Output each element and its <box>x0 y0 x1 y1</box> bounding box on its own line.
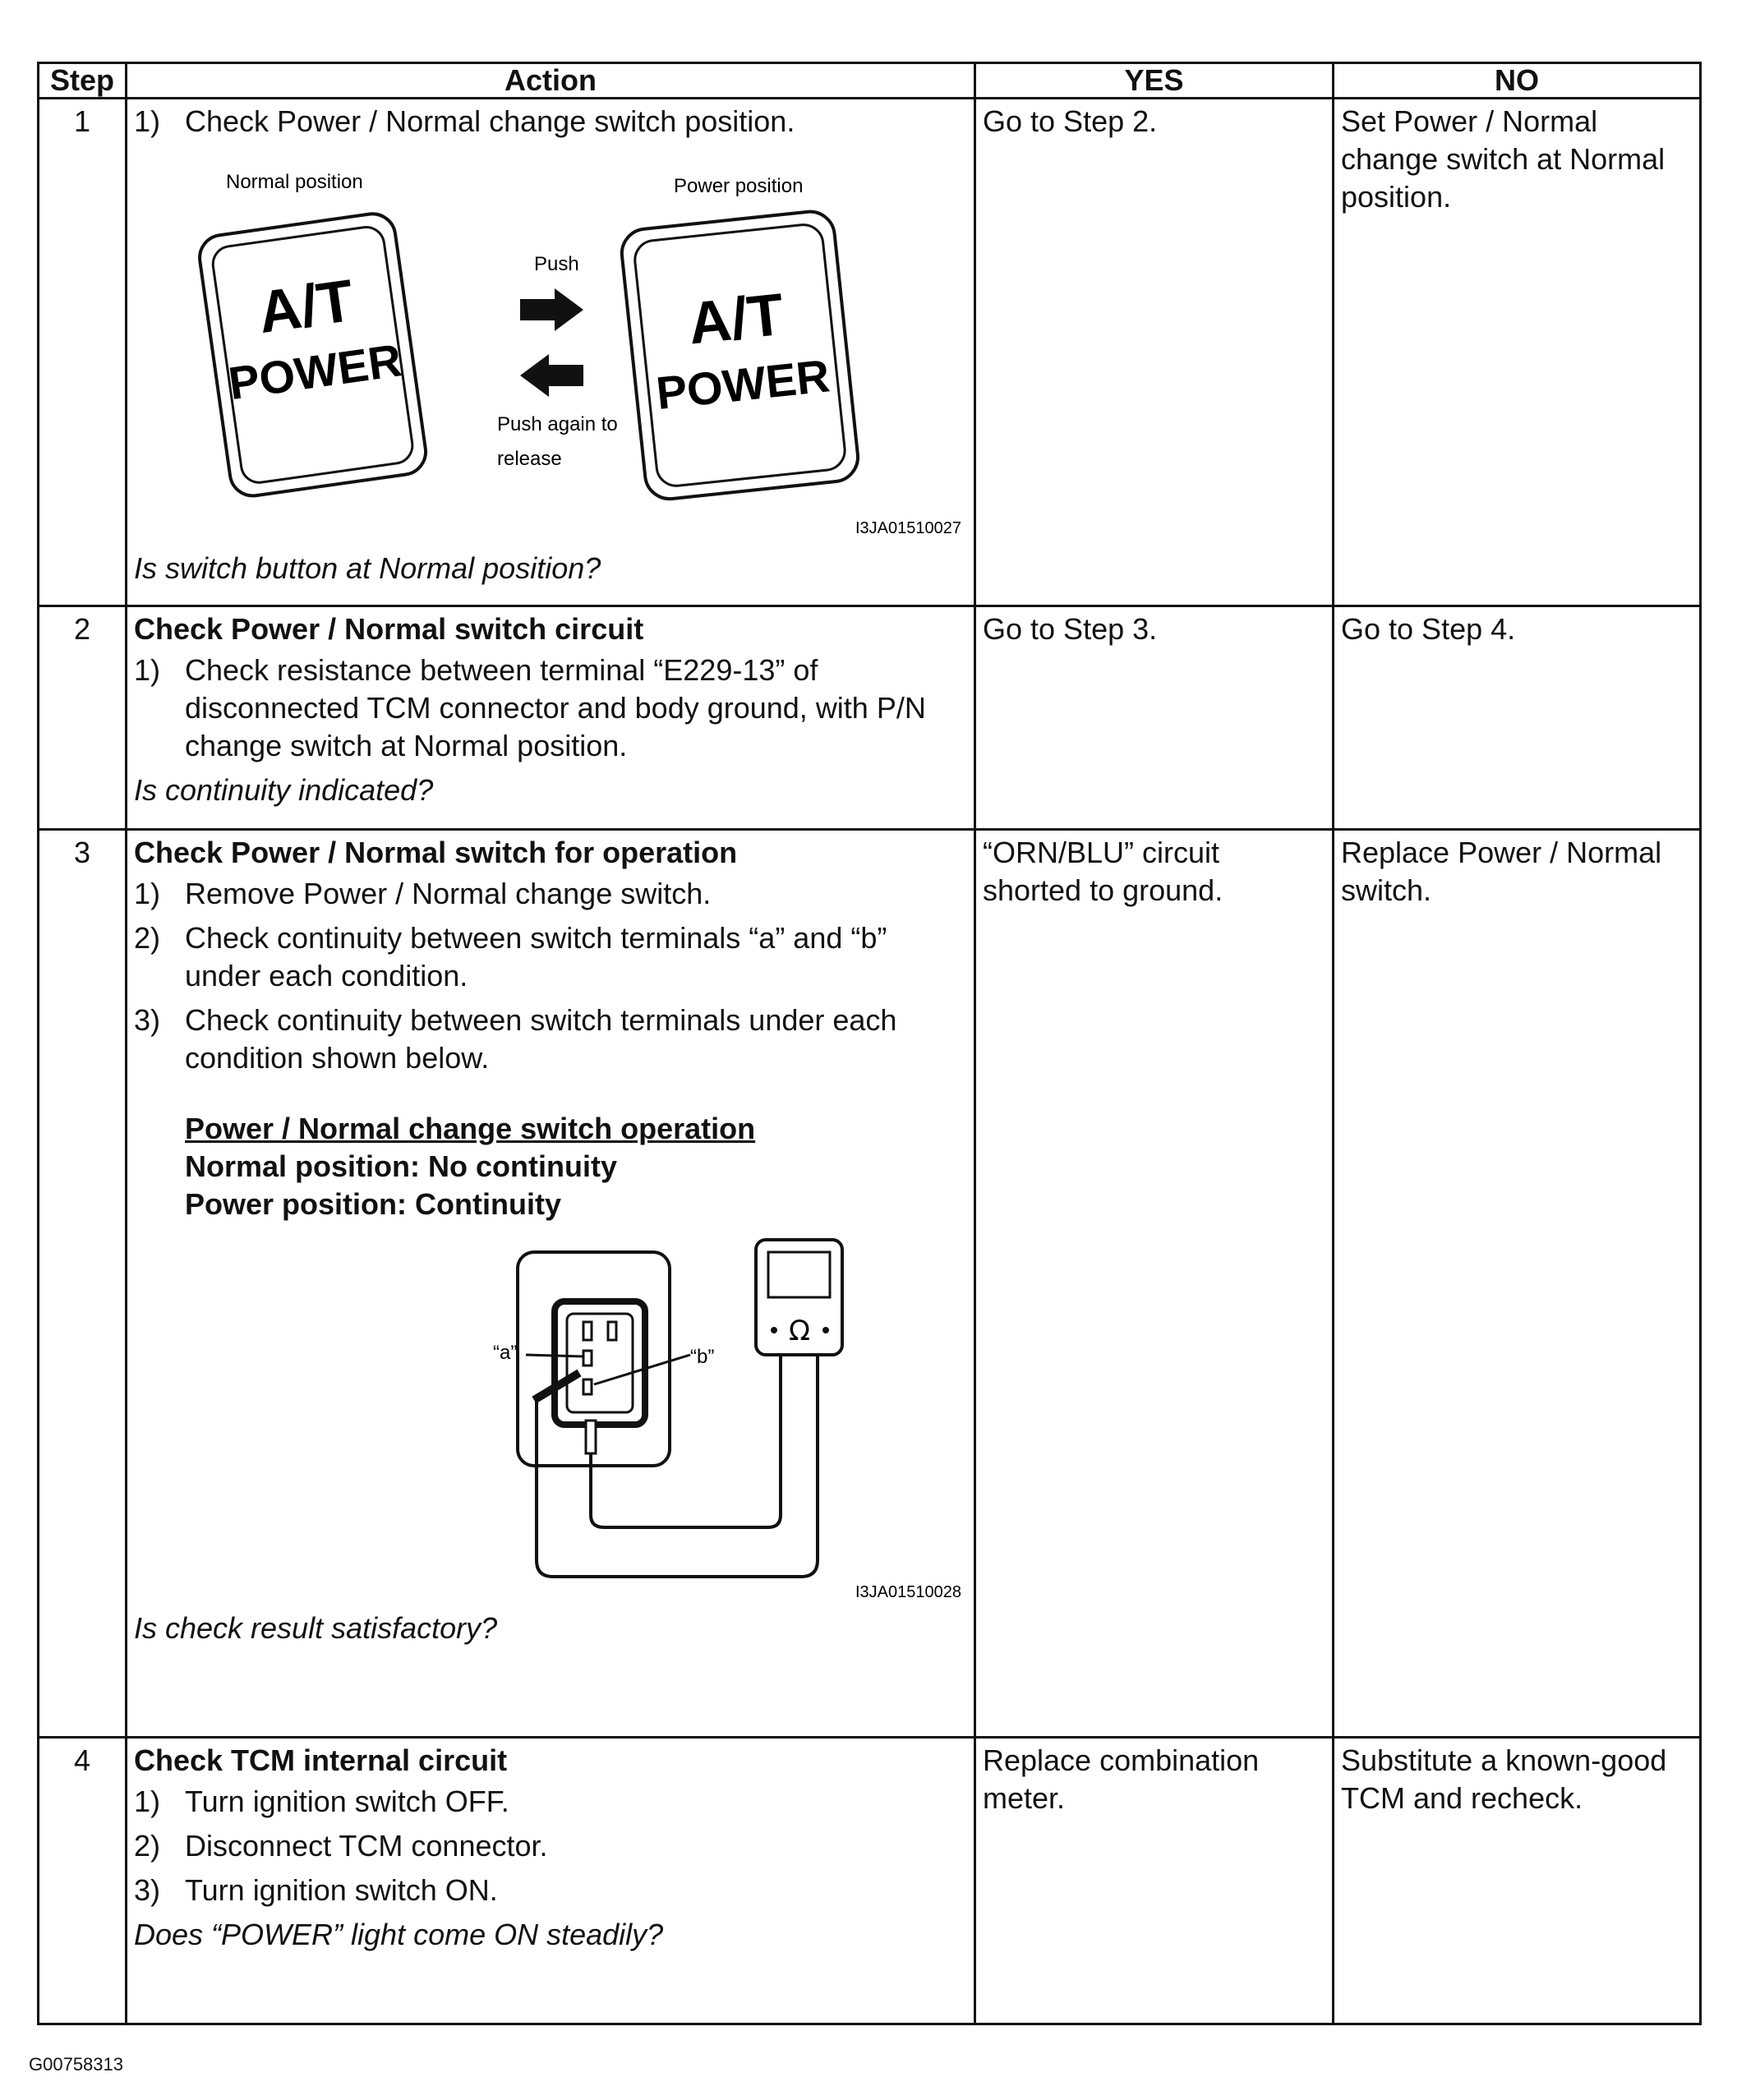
step-number: 4 <box>39 1738 127 2024</box>
normal-position-label: Normal position <box>226 171 363 193</box>
step-question: Is switch button at Normal position? <box>134 551 601 585</box>
table-row <box>39 606 1701 830</box>
header-step: Step <box>39 63 127 99</box>
table-row <box>39 1738 1701 2024</box>
header-row <box>39 63 1701 99</box>
step-number: 3 <box>39 830 127 1738</box>
push-arrow-icon <box>520 288 583 331</box>
header-no: NO <box>1334 63 1701 99</box>
figure-code: I3JA01510027 <box>855 519 961 537</box>
step-question: Does “POWER” light come ON steadily? <box>134 1918 664 1951</box>
release-label-line1: Push again to <box>497 413 618 435</box>
normal-button-line2: POWER <box>225 334 405 410</box>
action-item: 3) Turn ignition switch ON. <box>134 1873 498 1907</box>
footer-code: G00758313 <box>29 2054 123 2075</box>
spec-block <box>185 1110 967 1223</box>
yes-cell: Go to Step 2. <box>975 99 1334 606</box>
terminal-b-label: “b” <box>690 1346 715 1368</box>
spec-line-normal: Normal position: No continuity <box>185 1149 617 1183</box>
power-button-line2: POWER <box>653 349 832 420</box>
step-number: 2 <box>39 606 127 830</box>
diagnostic-table <box>37 62 1702 2025</box>
header-action: Action <box>127 63 975 99</box>
header-yes: YES <box>975 63 1334 99</box>
no-cell: Set Power / Normal change switch at Normal position. <box>1334 99 1701 606</box>
action-cell <box>127 830 975 1738</box>
power-position-label: Power position <box>674 175 804 197</box>
continuity-check-figure <box>134 1223 967 1610</box>
action-item: 2) Check continuity between switch terminals “a” and “b” under each condition. <box>134 921 887 992</box>
spec-heading: Power / Normal change switch operation <box>185 1112 756 1145</box>
no-cell: Go to Step 4. <box>1334 606 1701 830</box>
no-cell: Replace Power / Normal switch. <box>1334 830 1701 1738</box>
yes-cell: “ORN/BLU” circuit shorted to ground. <box>975 830 1334 1738</box>
switch-position-figure <box>134 147 967 550</box>
step-question: Is check result satisfactory? <box>134 1611 498 1645</box>
figure-code: I3JA01510028 <box>855 1583 961 1601</box>
step-title: Check TCM internal circuit <box>134 1743 508 1777</box>
terminal-a-label: “a” <box>493 1342 518 1364</box>
power-button-line1: A/T <box>684 281 787 357</box>
action-item: 2) Disconnect TCM connector. <box>134 1829 548 1863</box>
normal-switch-button-icon <box>196 211 428 499</box>
release-arrow-icon <box>520 354 583 397</box>
table-row <box>39 830 1701 1738</box>
action-item: 3) Check continuity between switch terminals under each condition shown below. <box>134 1003 897 1075</box>
action-cell <box>127 99 975 606</box>
yes-cell: Go to Step 3. <box>975 606 1334 830</box>
spec-line-power: Power position: Continuity <box>185 1187 561 1221</box>
step-question: Is continuity indicated? <box>134 773 434 807</box>
action-item: 1) Remove Power / Normal change switch. <box>134 877 712 910</box>
step-title: Check Power / Normal switch circuit <box>134 612 644 646</box>
push-label: Push <box>534 253 579 275</box>
action-item: 1) Check resistance between terminal “E229-13” of disconnected TCM connector and body ground, with P/N change switch at Normal position. <box>134 653 926 762</box>
action-item: 1) Check Power / Normal change switch position. <box>134 104 795 138</box>
action-cell <box>127 1738 975 2024</box>
power-switch-button-icon <box>620 210 860 501</box>
action-cell <box>127 606 975 830</box>
step-title: Check Power / Normal switch for operation <box>134 836 738 869</box>
no-cell: Substitute a known-good TCM and recheck. <box>1334 1738 1701 2024</box>
action-item: 1) Turn ignition switch OFF. <box>134 1785 509 1818</box>
ohm-symbol: Ω <box>789 1315 810 1347</box>
release-label-line2: release <box>497 448 562 470</box>
step-number: 1 <box>39 99 127 606</box>
table-row <box>39 99 1701 606</box>
normal-button-line1: A/T <box>254 267 358 347</box>
yes-cell: Replace combination meter. <box>975 1738 1334 2024</box>
